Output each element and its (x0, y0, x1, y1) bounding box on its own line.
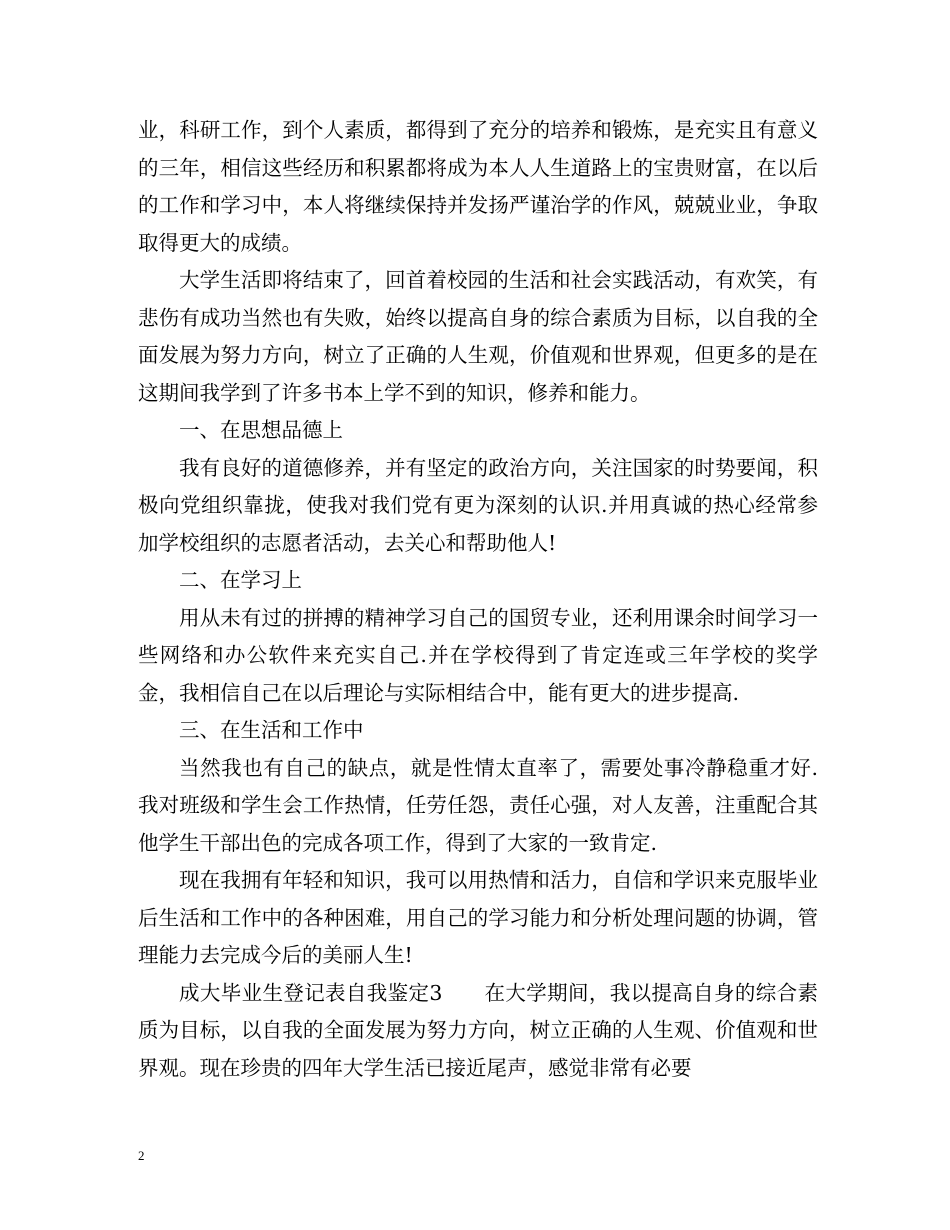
section-heading-study: 二、在学习上 (179, 568, 302, 592)
paragraph-3: 我有良好的道德修养，并有坚定的政治方向，关注国家的时势要闻，积极向党组织靠拢，使我对我们党有更为深刻的认识.并用真诚的热心经常参加学校组织的志愿者活动，去关心和帮助他人! (138, 455, 818, 555)
paragraph-5: 当然我也有自己的缺点，就是性情太直率了，需要处事冷静稳重才好.我对班级和学生会工作热情，任劳任怨，责任心强，对人友善，注重配合其他学生干部出色的完成各项工作，得到了大家的一致肯定. (138, 755, 818, 855)
section-heading-life-work: 三、在生活和工作中 (179, 718, 364, 742)
section-heading-moral: 一、在思想品德上 (179, 418, 343, 442)
paragraph-6: 现在我拥有年轻和知识，我可以用热情和活力，自信和学识来克服毕业后生活和工作中的各种困难，用自己的学习能力和分析处理问题的协调，管理能力去完成今后的美丽人生! (138, 868, 818, 967)
paragraph-4: 用从未有过的拼搏的精神学习自己的国贸专业，还利用课余时间学习一些网络和办公软件来充实自己.并在学校得到了肯定连或三年学校的奖学金，我相信自己在以后理论与实际相结合中，能有更大的进步提高. (138, 605, 818, 705)
paragraph-2: 大学生活即将结束了，回首着校园的生活和社会实践活动，有欢笑，有悲伤有成功当然也有失败，始终以提高自身的综合素质为目标，以自我的全面发展为努力方向，树立了正确的人生观，价值观和世界观，但更多的是在这期间我学到了许多书本上学不到的知识，修养和能力。 (138, 268, 818, 405)
paragraph-7: 成大毕业生登记表自我鉴定3 在大学期间，我以提高自身的综合素质为目标，以自我的全面发展为努力方向，树立正确的人生观、价值观和世界观。现在珍贵的四年大学生活已接近尾声，感觉非常有必要 (138, 980, 818, 1080)
document-body (138, 112, 818, 1087)
paragraph-1: 业，科研工作，到个人素质，都得到了充分的培养和锻炼，是充实且有意义的三年，相信这些经历和积累都将成为本人人生道路上的宝贵财富，在以后的工作和学习中，本人将继续保持并发扬严谨治学的作风，兢兢业业，争取取得更大的成绩。 (138, 118, 818, 255)
page-number: 2 (138, 1148, 145, 1163)
